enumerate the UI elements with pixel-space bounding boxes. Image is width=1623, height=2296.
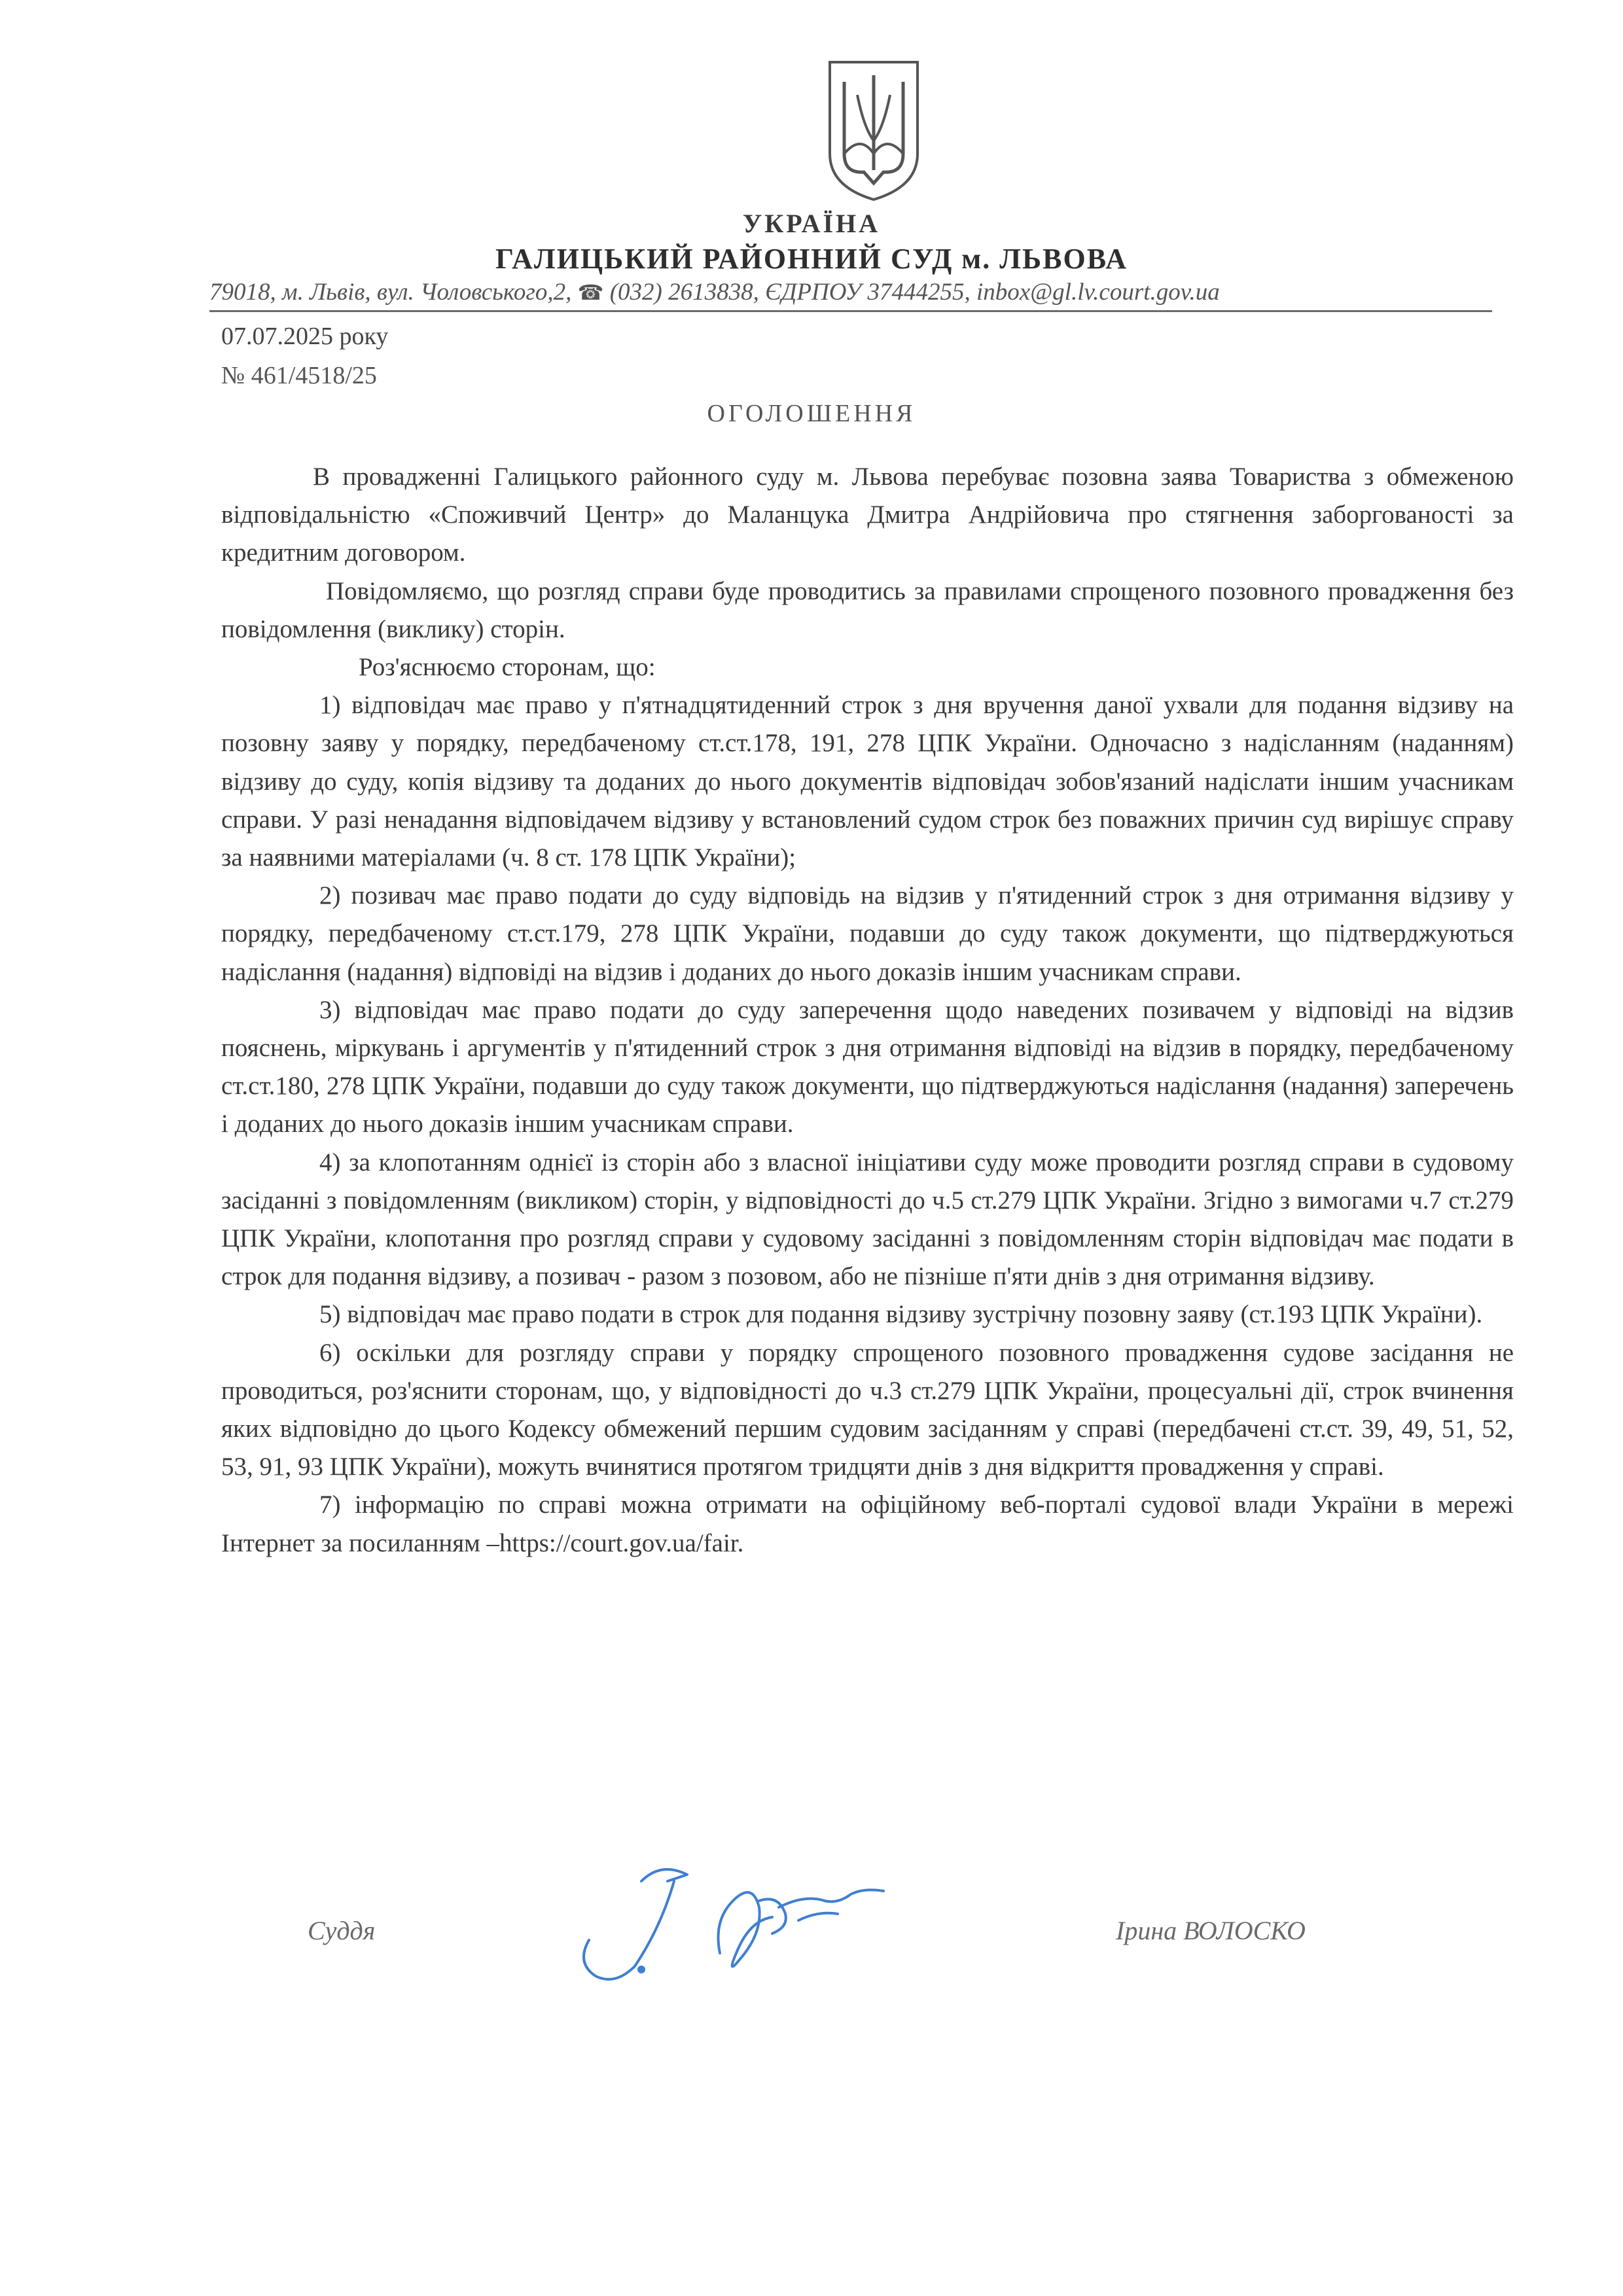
phone-icon: ☎ (577, 281, 604, 304)
court-address-line (209, 278, 1492, 312)
country-heading: УКРАЇНА (742, 209, 881, 238)
case-number: № 461/4518/25 (221, 362, 377, 389)
document-title: ОГОЛОШЕННЯ (707, 400, 916, 427)
signature-label: Суддя (308, 1916, 376, 1945)
paragraph-item-1: 1) відповідач має право у п'ятнадцятиденний строк з дня вручення даної ухвали для подання відзиву на позовну заяву у порядку, передбаченому ст.ст.178, 191, 278 ЦПК України. Одночасно з надісланням (наданням) відзиву до суду, копія відзиву та доданих до нього документів відповідач зобов'язаний надіслати іншим учасникам справи. У разі ненадання відповідачем відзиву у встановлений судом строк без поважних причин суд вирішує справу за наявними матеріалами (ч. 8 ст. 178 ЦПК України); (221, 691, 1514, 872)
paragraph-intro: В провадженні Галицького районного суду м. Львова перебуває позовна заява Товариства з обмеженою відповідальністю «Споживчий Центр» до Маланцука Дмитра Андрійовича про стягнення заборгованості за кредитним договором. (221, 463, 1514, 567)
paragraph-item-2: 2) позивач має право подати до суду відповідь на відзив у п'ятиденний строк з дня отримання відзиву у порядку, передбаченому ст.ст.179, 278 ЦПК України, подавши до суду також документи, що підтверджуються надіслання (надання) відповіді на відзив і доданих до нього доказів іншим учасникам справи. (221, 881, 1514, 986)
court-name-heading: ГАЛИЦЬКИЙ РАЙОННИЙ СУД м. ЛЬВОВА (495, 243, 1128, 275)
paragraph-item-5: 5) відповідач має право подати в строк для подання відзиву зустрічну позовну заяву (ст.193 ЦПК України). (319, 1300, 1483, 1329)
paragraph-item-6: 6) оскільки для розгляду справи у порядку спрощеного позовного провадження судове засідання не проводиться, роз'яснити сторонам, що, у відповідності до ч.3 ст.279 ЦПК України, процесуальні дії, строк вчинення яких відповідно до цього Кодексу обмежений першим судовим засіданням у справі (передбачені ст.ст. 39, 49, 51, 52, 53, 91, 93 ЦПК України), можуть вчинятися протягом тридцяти днів з дня відкриття провадження у справі. (221, 1338, 1514, 1481)
document-body (221, 458, 1514, 1563)
paragraph-notice: Повідомляємо, що розгляд справи буде проводитись за правилами спрощеного позовного провадження без повідомлення (виклику) сторін. (221, 576, 1514, 643)
coat-of-arms-icon (825, 56, 923, 203)
signature-block (0, 1901, 1623, 1979)
handwritten-signature (563, 1855, 916, 1999)
paragraph-item-7: 7) інформацію по справі можна отримати на офіційному веб-порталі судової влади України в мережі Інтернет за посиланням –https://court.gov.ua/fair. (221, 1491, 1514, 1557)
paragraph-explain: Роз'яснюємо сторонам, що: (359, 653, 656, 682)
paragraph-item-4: 4) за клопотанням однієї із сторін або з власної ініціативи суду може проводити розгляд справи в судовому засіданні з повідомленням (викликом) сторін, у відповідності до ч.5 ст.279 ЦПК України. Згідно з вимогами ч.7 ст.279 ЦПК України, клопотання про розгляд справи у судовому засіданні з повідомленням сторін відповідач має подати в строк для подання відзиву, а позивач - разом з позовом, або не пізніше п'яти днів з дня отримання відзиву. (221, 1148, 1514, 1291)
document-date: 07.07.2025 року (221, 323, 389, 350)
address-contacts: (032) 2613838, ЄДРПОУ 37444255, inbox@gl.lv.court.gov.ua (603, 279, 1220, 306)
judge-name: Ірина ВОЛОСКО (1116, 1916, 1306, 1945)
paragraph-item-3: 3) відповідач має право подати до суду заперечення щодо наведених позивачем у відповіді на відзив пояснень, міркувань і аргументів у п'ятиденний строк з дня отримання відповіді на відзив в порядку, передбаченому ст.ст.180, 278 ЦПК України, подавши до суду також документи, що підтверджуються надіслання (надання) заперечень і доданих до нього доказів іншим учасникам справи. (221, 995, 1514, 1139)
address-text: 79018, м. Львів, вул. Чоловського,2, (209, 279, 578, 306)
